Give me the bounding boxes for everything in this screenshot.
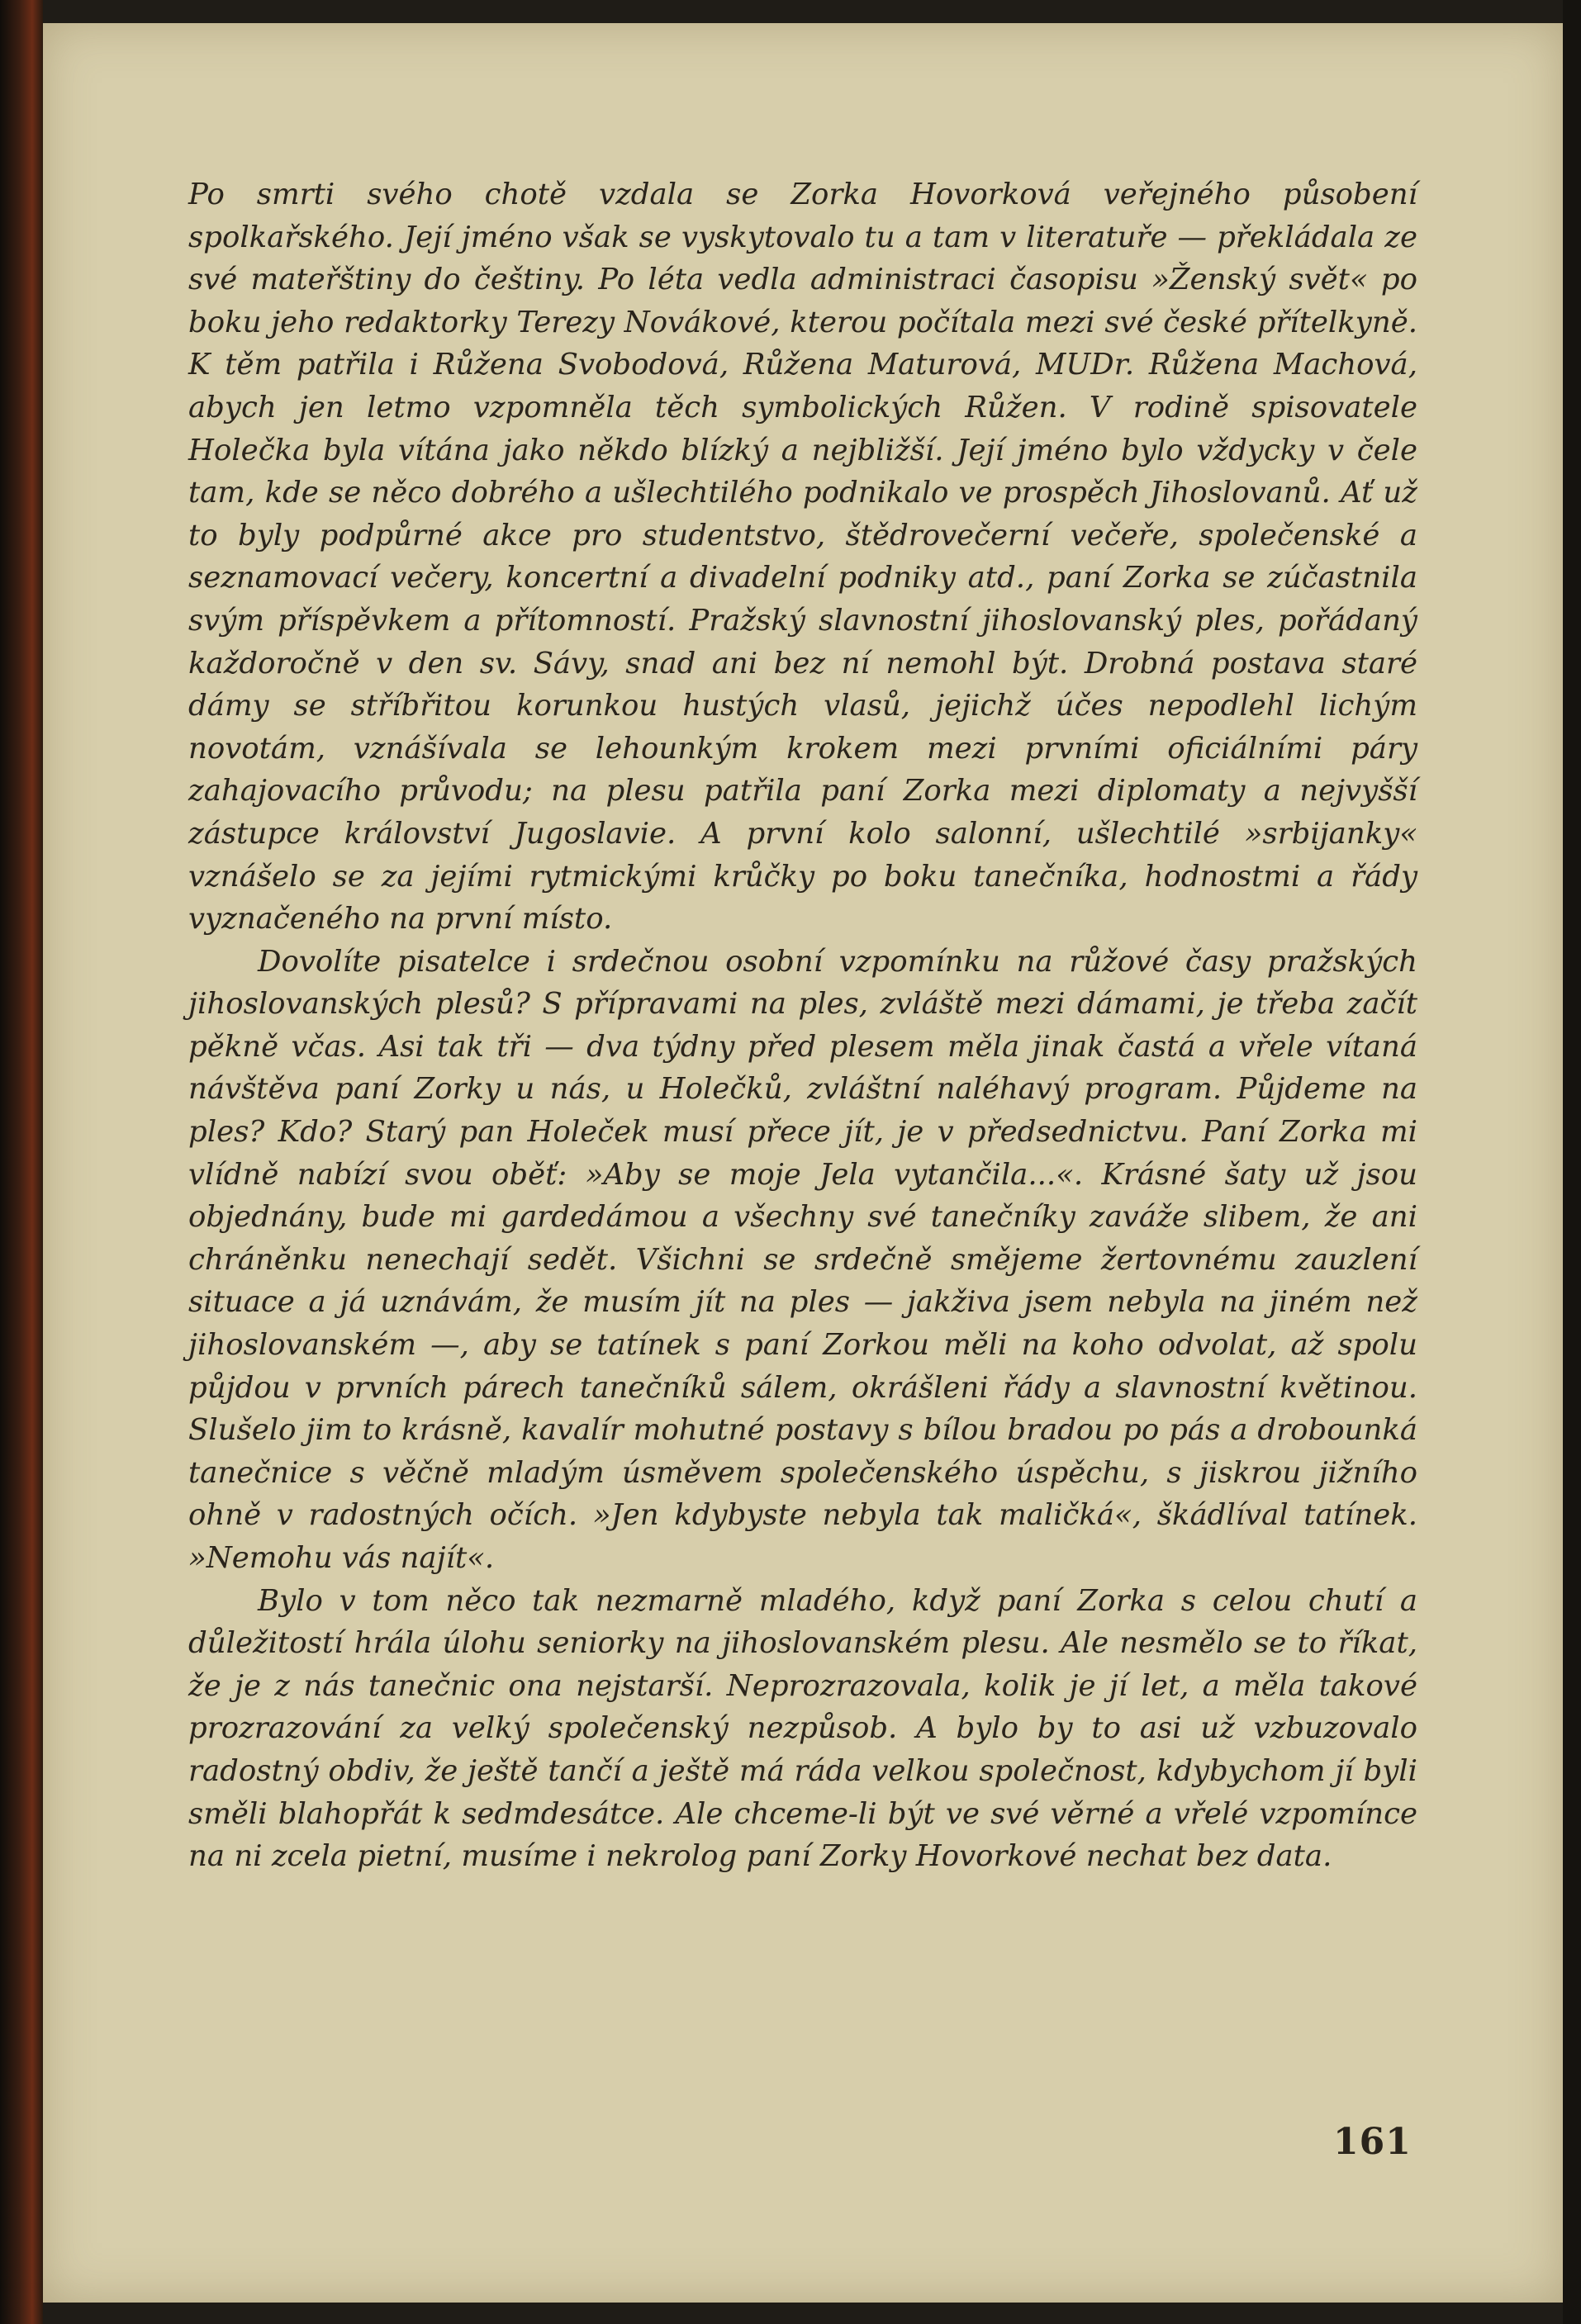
scan-edge	[1563, 0, 1581, 2324]
paragraph-3: Bylo v tom něco tak nezmarně mladého, když paní Zorka s celou chutí a důležitostí hrála úlohu seniorky na jihoslovanském plesu. Ale nesmělo se to říkat, že je z nás tanečnic ona nejstarší. Neprozrazovala, kolik je jí let, a měla takové prozrazování za velký společenský nezpůsob. A bylo by to asi už vzbuzovalo radostný obdiv, že ještě tančí a ještě má ráda velkou společnost, kdybychom jí byli směli blahopřát k sedmdesátce. Ale chceme-li být ve své věrné a vřelé vzpomínce na ni zcela pietní, musíme i nekrolog paní Zorky Hovorkové nechat bez data.	[188, 1583, 1417, 1874]
paragraph-2: Dovolíte pisatelce i srdečnou osobní vzpomínku na růžové časy pražských jihoslovanských plesů? S přípravami na ples, zvláště mezi dámami, je třeba začít pěkně včas. Asi tak tři — dva týdny před plesem měla jinak častá a vřele vítaná návštěva paní Zorky u nás, u Holečků, zvláštní naléhavý program. Půjdeme na ples? Kdo? Starý pan Holeček musí přece jít, je v předsednictvu. Paní Zorka mi vlídně nabízí svou oběť: »Aby se moje Jela vytančila...«. Krásné šaty už jsou objednány, bude mi gardedámou a všechny své tanečníky zaváže slibem, že ani chráněnku nenechají sedět. Všichni se srdečně smějeme žertovnému zauzlení situace a já uznávám, že musím jít na ples — jakživa jsem nebyla na jiném než jihoslovanském —, aby se tatínek s paní Zorkou měli na koho odvolat, až spolu půjdou v prvních párech tanečníků sálem, okrášleni řády a slavnostní květinou. Slušelo jim to krásně, kavalír mohutné postavy s bílou bradou po pás a drobounká tanečnice s věčně mladým úsměvem společenského úspěchu, s jiskrou jižního ohně v radostných očích. »Jen kdybyste nebyla tak maličká«, škádlíval tatínek. »Nemohu vás najít«.	[188, 944, 1417, 1575]
body-text	[188, 173, 1417, 1878]
page-number: 161	[1333, 2121, 1412, 2163]
book-spine	[0, 0, 43, 2324]
paragraph-1: Po smrti svého chotě vzdala se Zorka Hovorková veřejného působení spolkařského. Její jméno však se vyskytovalo tu a tam v literatuře — překládala ze své mateřštiny do češtiny. Po léta vedla administraci časopisu »Ženský svět« po boku jeho redaktorky Terezy Novákové, kterou počítala mezi své české přítelkyně. K těm patřila i Růžena Svobodová, Růžena Maturová, MUDr. Růžena Machová, abych jen letmo vzpomněla těch symbolických Růžen. V rodině spisovatele Holečka byla vítána jako někdo blízký a nejbližší. Její jméno bylo vždycky v čele tam, kde se něco dobrého a ušlechtilého podnikalo ve prospěch Jihoslovanů. Ať už to byly podpůrné akce pro studentstvo, štědrovečerní večeře, společenské a seznamovací večery, koncertní a divadelní podniky atd., paní Zorka se zúčastnila svým příspěvkem a přítomností. Pražský slavnostní jihoslovanský ples, pořádaný každoročně v den sv. Sávy, snad ani bez ní nemohl být. Drobná postava staré dámy se stříbřitou korunkou hustých vlasů, jejichž účes nepodlehl lichým novotám, vznášívala se lehounkým krokem mezi prvními oficiálními páry zahajovacího průvodu; na plesu patřila paní Zorka mezi diplomaty a nejvyšší zástupce království Jugoslavie. A první kolo salonní, ušlechtilé »srbijanky« vznášelo se za jejími rytmickými krůčky po boku tanečníka, hodnostmi a řády vyznačeného na první místo.	[188, 178, 1417, 937]
